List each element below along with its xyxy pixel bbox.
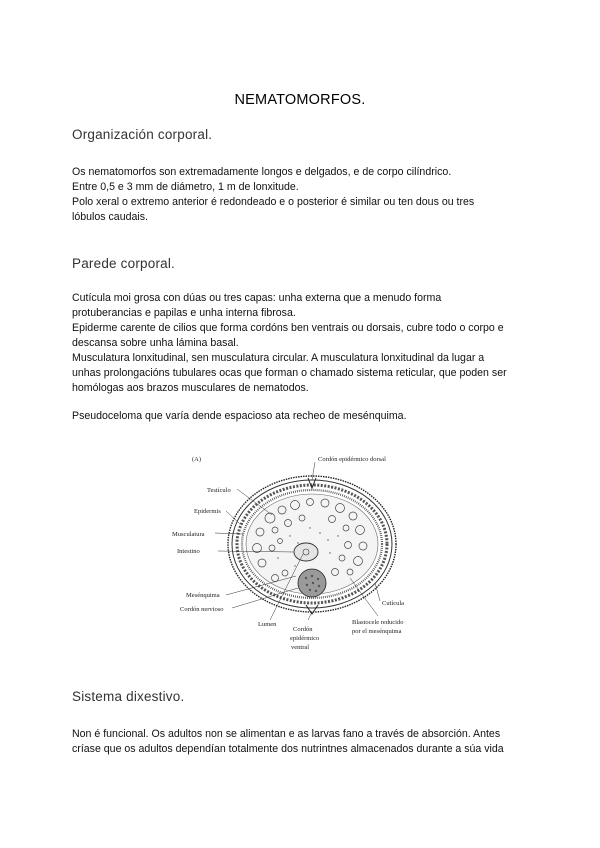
label-nerve-cord: Cordón nervioso (180, 606, 224, 613)
text-line: Epiderme carente de cilios que forma cordóns ben ventrais ou dorsais, cubre todo o corpo e (72, 322, 504, 334)
cross-section-diagram (160, 448, 430, 668)
ventral-cord-shape (306, 605, 318, 614)
text-line: críase que os adultos dependían totalmente dos nutrintnes almacenados durante a súa vida (72, 743, 504, 755)
label-ventral-cord-1: Cordón (293, 626, 313, 633)
paragraph-organizacion (72, 165, 542, 225)
label-ventral-cord-2: epidérmico (290, 635, 320, 642)
intestine-shape (294, 543, 318, 561)
text-line: Non é funcional. Os adultos non se alimentan e as larvas fano a través de absorción. Antes (72, 728, 501, 740)
paragraph-dixestivo (72, 727, 542, 757)
text-line: homólogas aos brazos musculares de nematodos. (72, 382, 309, 394)
label-dorsal-cord: Cordón epidérmico dorsal (318, 456, 386, 463)
label-blastocoel-1: Blastocele reducido (352, 619, 404, 626)
label-blastocoel-2: por el mesénquima (352, 628, 402, 635)
label-intestine: Intestino (177, 548, 200, 555)
text-line: Os nematomorfos son extremadamente longos e delgados, e de corpo cilíndrico. (72, 166, 452, 178)
text-line: unhas prolongacións tubulares ocas que forman o chamado sistema reticular, que poden ser (72, 367, 507, 379)
text-line: Polo xeral o extremo anterior é redondeado e o posterior é similar ou ten dous ou tres (72, 196, 475, 208)
paragraph-parede (72, 291, 542, 396)
label-musculature: Musculatura (172, 531, 205, 538)
label-ventral-cord-3: ventral (291, 644, 310, 651)
cross-section-figure (160, 448, 430, 668)
text-line: descansa sobre unha lámina basal. (72, 337, 239, 349)
label-cuticle: Cutícula (382, 600, 405, 607)
paragraph-pseudoceloma: Pseudoceloma que varía dende espacioso ata recheo de mesénquima. (72, 410, 407, 422)
text-line: protuberancias e papilas e unha interna fibrosa. (72, 307, 296, 319)
label-epidermis: Epidermis (194, 508, 221, 515)
text-line: Cutícula moi grosa con dúas ou tres capas: unha externa que a menudo forma (72, 292, 442, 304)
text-line: lóbulos caudais. (72, 211, 148, 223)
label-lumen: Lumen (258, 621, 277, 628)
section-heading-parede: Parede corporal. (72, 256, 176, 271)
label-mesenchyme: Mesénquima (186, 592, 220, 599)
label-testicle: Testículo (207, 487, 231, 494)
page-title: NEMATOMORFOS. (234, 92, 366, 108)
text-line: Entre 0,5 e 3 mm de diámetro, 1 m de lonxitude. (72, 181, 299, 193)
section-heading-dixestivo: Sistema dixestivo. (72, 689, 185, 704)
section-heading-organizacion: Organización corporal. (72, 127, 213, 142)
text-line: Musculatura lonxitudinal, sen musculatura circular. A musculatura lonxitudinal da lugar a (72, 352, 485, 364)
figure-panel-label: (A) (192, 456, 202, 463)
